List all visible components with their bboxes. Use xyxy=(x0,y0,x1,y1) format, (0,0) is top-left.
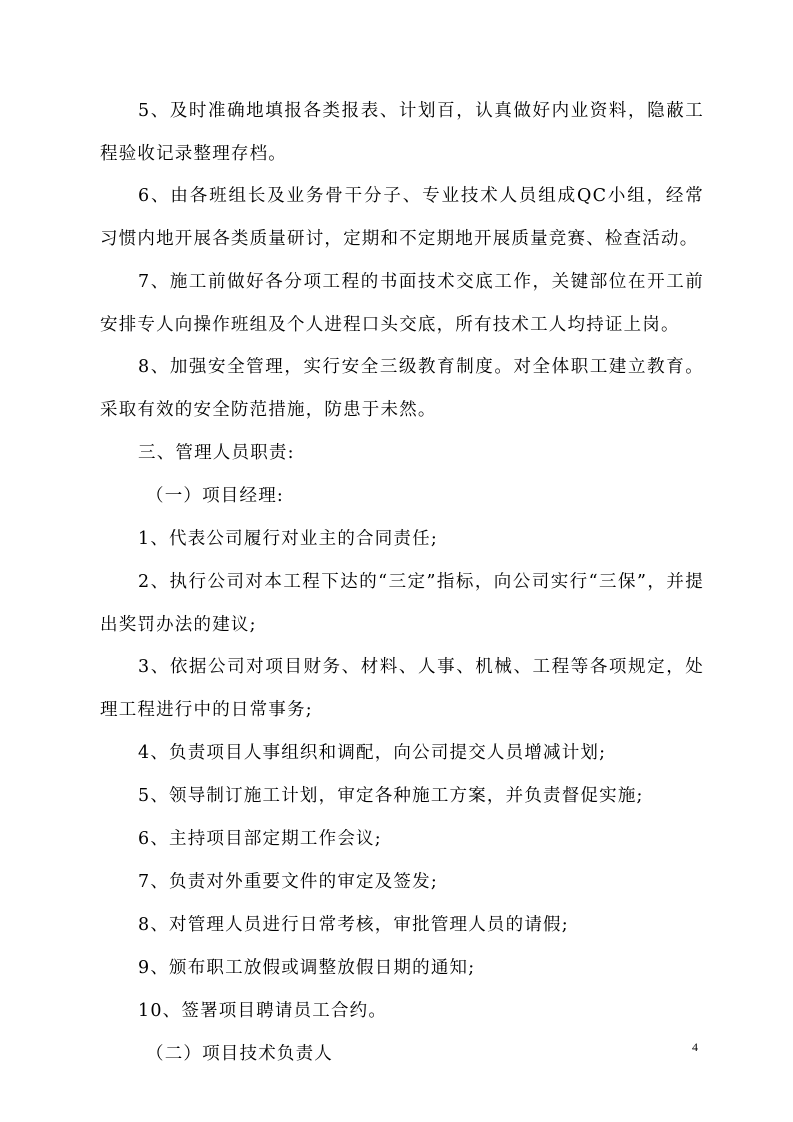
duty-item: 3、依据公司对项目财务、材料、人事、机械、工程等各项规定，处理工程进行中的日常事务; xyxy=(100,657,704,720)
paragraph-item-8: 8、加强安全管理，实行安全三级教育制度。对全体职工建立教育。采取有效的安全防范措施，防患于未然。 xyxy=(100,357,704,420)
duty-item: 6、主持项目部定期工作会议; xyxy=(138,829,382,849)
duty-item: 10、签署项目聘请员工合约。 xyxy=(138,1001,388,1021)
duty-item: 7、负责对外重要文件的审定及签发; xyxy=(138,872,438,892)
page-number: 4 xyxy=(692,1040,698,1054)
duty-item: 5、领导制订施工计划，审定各种施工方案，并负责督促实施; xyxy=(138,786,644,806)
duty-item: 9、颁布职工放假或调整放假日期的通知; xyxy=(138,958,476,978)
duty-item: 4、负责项目人事组织和调配，向公司提交人员增减计划; xyxy=(138,743,607,763)
subsection-heading-technical-lead: （二）项目技术负责人 xyxy=(146,1044,333,1064)
subsection-heading-project-manager: （一）项目经理: xyxy=(146,486,284,506)
paragraph-item-5: 5、及时准确地填报各类报表、计划百，认真做好内业资料，隐蔽工程验收记录整理存档。 xyxy=(100,101,704,164)
duty-item: 2、执行公司对本工程下达的“三定”指标，向公司实行“三保”，并提出奖罚办法的建议; xyxy=(100,572,704,635)
paragraph-item-7: 7、施工前做好各分项工程的书面技术交底工作，关键部位在开工前安排专人向操作班组及个人进程口头交底，所有技术工人均持证上岗。 xyxy=(100,272,704,335)
duty-item: 1、代表公司履行对业主的合同责任; xyxy=(138,529,438,549)
section-heading: 三、管理人员职责: xyxy=(138,443,295,463)
paragraph-item-6: 6、由各班组长及业务骨干分子、专业技术人员组成QC小组，经常习惯内地开展各类质量研讨，定期和不定期地开展质量竞赛、检查活动。 xyxy=(100,186,704,249)
duty-item: 8、对管理人员进行日常考核，审批管理人员的请假; xyxy=(138,915,569,935)
